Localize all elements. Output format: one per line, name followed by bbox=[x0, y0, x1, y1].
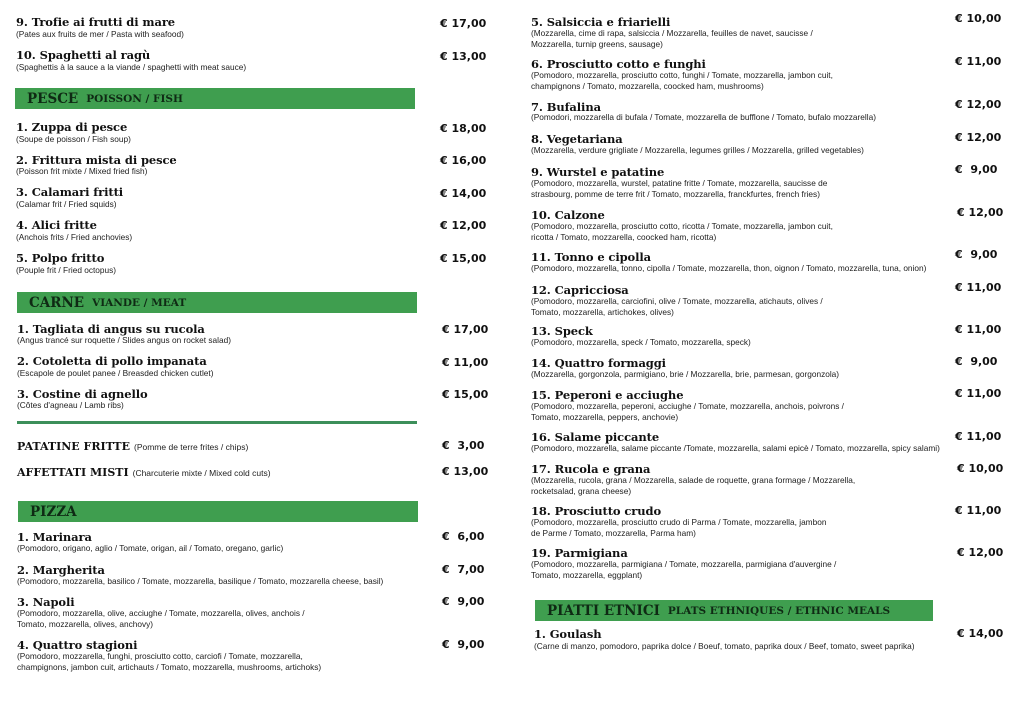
menu-item-name: 5. Salsiccia e friarielli bbox=[531, 15, 671, 29]
menu-item-name: 1. Goulash bbox=[534, 627, 602, 641]
menu-item-price: € 12,00 bbox=[955, 98, 1002, 111]
menu-item-price: € 18,00 bbox=[440, 122, 487, 135]
menu-item-name: 19. Parmigiana bbox=[531, 546, 628, 560]
menu-item-desc: (Soupe de poisson / Fish soup) bbox=[16, 134, 131, 144]
menu-item-price: € 12,00 bbox=[957, 546, 1004, 559]
menu-item-desc: (Pomodoro, mozzarella, peperoni, acciughe / Tomate, mozzarella, anchois, poivrons / bbox=[531, 401, 844, 411]
menu-item-name: 9. Trofie ai frutti di mare bbox=[16, 15, 175, 29]
menu-item-price: € 14,00 bbox=[957, 627, 1004, 640]
menu-item-desc: rocketsalad, grana cheese) bbox=[531, 486, 632, 496]
menu-item-desc: (Pomodori, mozzarella di bufala / Tomate, mozzarella de bufflone / Tomato, bufalo mozzarella) bbox=[531, 112, 876, 122]
menu-item-name: 10. Calzone bbox=[531, 208, 605, 222]
menu-item-price: € 16,00 bbox=[440, 154, 487, 167]
menu-item-name: 1. Zuppa di pesce bbox=[16, 120, 128, 134]
menu-item-name: 12. Capricciosa bbox=[531, 283, 629, 297]
menu-item-desc: (Pomodoro, mozzarella, prosciutto cotto, ricotta / Tomate, mozzarella, jambon cuit, bbox=[531, 221, 833, 231]
menu-item-price: € 9,00 bbox=[955, 355, 998, 368]
menu-item-price: € 12,00 bbox=[957, 206, 1004, 219]
section-title: PESCE bbox=[27, 90, 79, 107]
menu-item-price: € 10,00 bbox=[957, 462, 1004, 475]
menu-item-name: 2. Frittura mista di pesce bbox=[16, 153, 177, 167]
menu-item-desc: Tomato, mozzarella, olives, anchovy) bbox=[17, 619, 154, 629]
menu-item-desc: (Calamar frit / Fried squids) bbox=[16, 199, 117, 209]
menu-item-name: 8. Vegetariana bbox=[531, 132, 623, 146]
menu-item-desc: (Pomodoro, mozzarella, speck / Tomato, mozzarella, speck) bbox=[531, 337, 751, 347]
menu-item-price: € 11,00 bbox=[955, 387, 1002, 400]
menu-item-price: € 15,00 bbox=[442, 388, 489, 401]
section-subtitle: PLATS ETHNIQUES / ETHNIC MEALS bbox=[667, 604, 891, 617]
menu-item-desc: (Pomodoro, mozzarella, salame piccante /Tomate, mozzarella, salami epicè / Tomato, mozzarella, spicy salami) bbox=[531, 443, 940, 453]
menu-item-desc: (Poisson frit mixte / Mixed fried fish) bbox=[16, 166, 148, 176]
menu-item-price: € 11,00 bbox=[955, 281, 1002, 294]
menu-item-name: 1. Tagliata di angus su rucola bbox=[17, 322, 205, 336]
menu-item-desc: (Pates aux fruits de mer / Pasta with seafood) bbox=[16, 29, 184, 39]
menu-item-name: 18. Prosciutto crudo bbox=[531, 504, 662, 518]
section-subtitle: VIANDE / MEAT bbox=[92, 296, 187, 309]
menu-item-price: € 3,00 bbox=[442, 439, 485, 452]
menu-item-name: 7. Bufalina bbox=[531, 100, 601, 114]
menu-item-desc: (Pomodoro, mozzarella, prosciutto crudo di Parma / Tomate, mozzarella, jambon bbox=[531, 517, 827, 527]
menu-item-price: € 9,00 bbox=[955, 248, 998, 261]
menu-item-price: € 10,00 bbox=[955, 12, 1002, 25]
menu-item-desc: (Pomodoro, mozzarella, olive, acciughe / Tomate, mozzarella, olives, anchois / bbox=[17, 608, 305, 618]
menu-item-price: € 11,00 bbox=[955, 323, 1002, 336]
menu-item-desc: (Pomodoro, mozzarella, prosciutto cotto, funghi / Tomate, mozzarella, jambon cuit, bbox=[531, 70, 833, 80]
menu-item-desc: (Pomodoro, mozzarella, carciofini, olive / Tomate, mozzarella, atichauts, olives / bbox=[531, 296, 823, 306]
menu-item-price: € 12,00 bbox=[440, 219, 487, 232]
menu-item-desc: (Pomodoro, mozzarella, wurstel, patatine fritte / Tomate, mozzarella, saucisse de bbox=[531, 178, 828, 188]
menu-item-desc: (Spaghettis à la sauce a la viande / spaghetti with meat sauce) bbox=[16, 62, 247, 72]
section-header-etnici bbox=[535, 600, 933, 621]
menu-item-price: € 11,00 bbox=[955, 55, 1002, 68]
menu-item-desc: ricotta / Tomato, mozzarella, coocked ham, ricotta) bbox=[531, 232, 717, 242]
menu-item-name: 4. Alici fritte bbox=[16, 218, 97, 232]
menu-item-desc: Tomato, mozzarella, artichokes, olives) bbox=[531, 307, 674, 317]
section-header-carne bbox=[17, 292, 417, 313]
menu-item-price: € 17,00 bbox=[440, 17, 487, 30]
extra-item-note: (Charcuterie mixte / Mixed cold cuts) bbox=[132, 468, 271, 478]
extra-item-name: AFFETTATI MISTI bbox=[17, 466, 129, 479]
menu-item-desc: (Escapole de poulet panee / Breasded chicken cutlet) bbox=[17, 368, 214, 378]
section-header-pesce bbox=[15, 88, 415, 109]
menu-item-price: € 6,00 bbox=[442, 530, 485, 543]
menu-item-desc: Tomato, mozzarella, eggplant) bbox=[531, 570, 643, 580]
menu-item-name: 3. Calamari fritti bbox=[16, 185, 124, 199]
menu-item-desc: (Angus trancé sur roquette / Slides angus on rocket salad) bbox=[17, 335, 231, 345]
menu-item-name: 10. Spaghetti al ragù bbox=[16, 48, 151, 62]
menu-item-desc: (Pomodoro, mozzarella, tonno, cipolla / Tomate, mozzarella, thon, oignon / Tomato, mozzarella, tuna, onion) bbox=[531, 263, 927, 273]
menu-item-price: € 11,00 bbox=[955, 504, 1002, 517]
menu-item-price: € 9,00 bbox=[442, 595, 485, 608]
menu-item-name: 2. Cotoletta di pollo impanata bbox=[17, 354, 207, 368]
menu-item-desc: (Pouple frit / Fried octopus) bbox=[16, 265, 117, 275]
menu-item-desc: (Mozzarella, rucola, grana / Mozzarella, salade de roquette, grana formage / Mozzarella, bbox=[531, 475, 856, 485]
menu-item-desc: (Mozzarella, gorgonzola, parmigiano, brie / Mozzarella, brie, parmesan, gorgonzola) bbox=[531, 369, 840, 379]
section-title: PIATTI ETNICI bbox=[547, 602, 660, 619]
menu-item-name: 15. Peperoni e acciughe bbox=[531, 388, 684, 402]
section-subtitle: POISSON / FISH bbox=[86, 92, 183, 105]
menu-item-name: 4. Quattro stagioni bbox=[17, 638, 138, 652]
section-header-pizza bbox=[18, 501, 418, 522]
menu-item-desc: champignons, jambon cuit, artichauts / Tomato, mozzarella, mushrooms, artichoks) bbox=[17, 662, 322, 672]
menu-item-name: 13. Speck bbox=[531, 324, 593, 338]
menu-item-price: € 7,00 bbox=[442, 563, 485, 576]
extra-item-name: PATATINE FRITTE bbox=[17, 440, 130, 453]
menu-item-name: 16. Salame piccante bbox=[531, 430, 660, 444]
extra-item bbox=[17, 440, 248, 453]
menu-item-price: € 14,00 bbox=[440, 187, 487, 200]
menu-item-price: € 17,00 bbox=[442, 323, 489, 336]
menu-item-desc: Mozzarella, turnip greens, sausage) bbox=[531, 39, 663, 49]
menu-item-name: 3. Napoli bbox=[17, 595, 75, 609]
menu-item-desc: champignons / Tomato, mozzarella, coocked ham, mushrooms) bbox=[531, 81, 764, 91]
menu-item-price: € 9,00 bbox=[442, 638, 485, 651]
menu-item-desc: (Anchois frits / Fried anchovies) bbox=[16, 232, 133, 242]
menu-item-desc: (Pomodoro, mozzarella, funghi, prosciutto cotto, carciofi / Tomate, mozzarella, bbox=[17, 651, 303, 661]
menu-item-desc: Tomato, mozzarella, peppers, anchovie) bbox=[531, 412, 679, 422]
menu-item-name: 14. Quattro formaggi bbox=[531, 356, 666, 370]
menu-item-price: € 11,00 bbox=[442, 356, 489, 369]
menu-item-desc: (Pomodoro, mozzarella, parmigiana / Tomate, mozzarella, parmigiana d'auvergine / bbox=[531, 559, 837, 569]
menu-item-price: € 12,00 bbox=[955, 131, 1002, 144]
menu-item-price: € 15,00 bbox=[440, 252, 487, 265]
menu-item-desc: (Carne di manzo, pomodoro, paprika dolce / Boeuf, tomato, paprika doux / Beef, tomato, sweet paprika) bbox=[534, 641, 915, 651]
extra-item-note: (Pomme de terre frites / chips) bbox=[133, 442, 249, 452]
menu-item-name: 11. Tonno e cipolla bbox=[531, 250, 652, 264]
menu-item-desc: strasbourg, pomme de terre frit / Tomato, mozzarella, franckfurtes, french fries) bbox=[531, 189, 820, 199]
menu-item-price: € 11,00 bbox=[955, 430, 1002, 443]
menu-item-name: 3. Costine di agnello bbox=[17, 387, 148, 401]
menu-item-price: € 13,00 bbox=[440, 50, 487, 63]
extra-item bbox=[17, 466, 271, 479]
menu-item-desc: (Pomodoro, origano, aglio / Tomate, origan, ail / Tomato, oregano, garlic) bbox=[17, 543, 284, 553]
menu-item-price: € 13,00 bbox=[442, 465, 489, 478]
section-divider bbox=[17, 421, 417, 424]
menu-item-name: 17. Rucola e grana bbox=[531, 462, 651, 476]
menu-item-price: € 9,00 bbox=[955, 163, 998, 176]
menu-item-desc: (Pomodoro, mozzarella, basilico / Tomate, mozzarella, basilique / Tomato, mozzarella cheese, basil) bbox=[17, 576, 384, 586]
menu-item-desc: (Mozzarella, verdure grigliate / Mozzarella, legumes grilles / Mozzarella, grilled vegetables) bbox=[531, 145, 864, 155]
menu-item-desc: de Parme / Tomato, mozzarella, Parma ham) bbox=[531, 528, 696, 538]
menu-item-desc: (Côtes d'agneau / Lamb ribs) bbox=[17, 400, 124, 410]
menu-item-name: 9. Wurstel e patatine bbox=[531, 165, 665, 179]
menu-item-name: 1. Marinara bbox=[17, 530, 92, 544]
menu-item-desc: (Mozzarella, cime di rapa, salsiccia / Mozzarella, feuilles de navet, saucisse / bbox=[531, 28, 813, 38]
menu-item-name: 5. Polpo fritto bbox=[16, 251, 105, 265]
section-title: CARNE bbox=[29, 294, 85, 311]
section-title: PIZZA bbox=[30, 503, 77, 520]
menu-item-name: 6. Prosciutto cotto e funghi bbox=[531, 57, 706, 71]
menu-item-name: 2. Margherita bbox=[17, 563, 105, 577]
